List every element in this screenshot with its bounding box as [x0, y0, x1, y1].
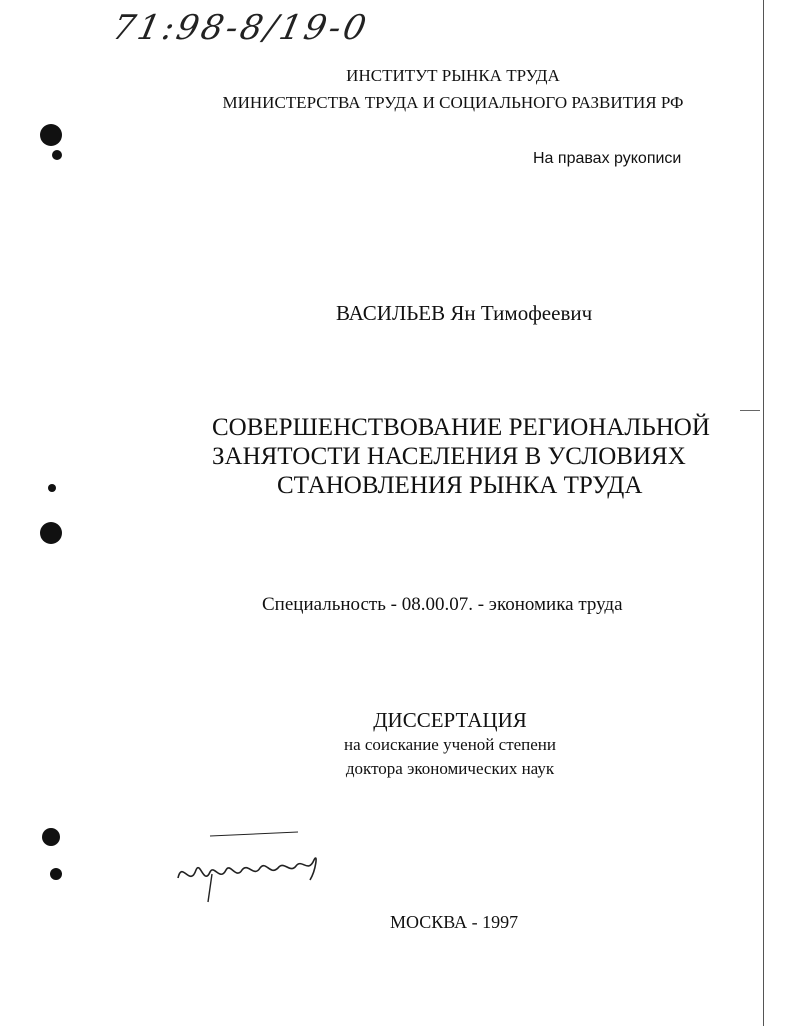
city-year: МОСКВА - 1997 [390, 912, 519, 932]
degree-line-1: на соискание ученой степени [343, 735, 557, 754]
author-name: ВАСИЛЬЕВ Ян Тимофеевич [336, 301, 593, 325]
specialty: Специальность - 08.00.07. - экономика труда [262, 594, 623, 615]
dissertation-title [212, 413, 710, 500]
dissertation-block [250, 708, 650, 781]
punch-hole-mark [52, 150, 62, 160]
punch-hole-mark [40, 522, 62, 544]
archive-number-handwritten: 71:98-8/19-0 [109, 8, 373, 48]
institute-line-2: МИНИСТЕРСТВА ТРУДА И СОЦИАЛЬНОГО РАЗВИТИЯ РФ [222, 93, 684, 112]
title-line-3: СТАНОВЛЕНИЯ РЫНКА ТРУДА [277, 472, 643, 499]
punch-hole-mark [40, 124, 62, 146]
title-line-1: СОВЕРШЕНСТВОВАНИЕ РЕГИОНАЛЬНОЙ [212, 414, 710, 441]
page-edge-line [763, 0, 764, 1026]
signature [170, 830, 330, 910]
title-line-2: ЗАНЯТОСТИ НАСЕЛЕНИЯ В УСЛОВИЯХ [212, 443, 686, 470]
degree-line-2: доктора экономических наук [345, 759, 555, 778]
scan-mark [740, 410, 760, 411]
dissertation-heading: ДИССЕРТАЦИЯ [373, 708, 527, 732]
rights-note: На правах рукописи [533, 150, 682, 167]
punch-hole-mark [50, 868, 62, 880]
punch-hole-mark [42, 828, 60, 846]
punch-hole-mark [48, 484, 56, 492]
institute-line-1: ИНСТИТУТ РЫНКА ТРУДА [346, 66, 560, 85]
